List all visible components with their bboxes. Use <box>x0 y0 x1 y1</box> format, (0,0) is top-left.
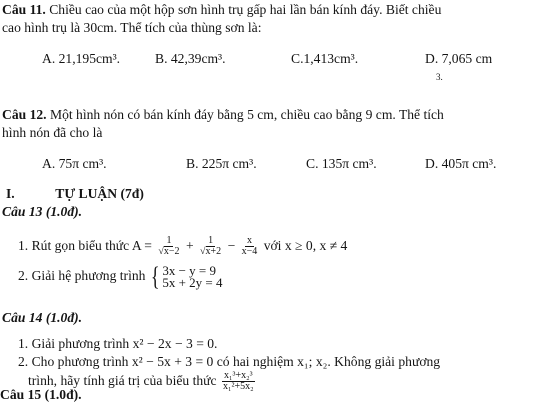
q13-f1-denominator: √x−2 <box>158 246 180 258</box>
q11-option-a: A. 21,195cm³. <box>42 51 121 66</box>
equation-system <box>149 261 223 291</box>
q11-option-b: B. 42,39cm³. <box>155 51 226 66</box>
section-heading <box>6 186 144 202</box>
q13-f1-numerator: 1 <box>166 235 172 247</box>
q14-expression-numerator: x₁³+x₂³ <box>223 370 253 382</box>
q13-item1-suffix: với x ≥ 0, x ≠ 4 <box>263 238 348 253</box>
q13-fraction-2 <box>198 236 223 257</box>
q14-expression-denominator: x₁²+5x₂ <box>222 381 254 393</box>
q14-item2-line1: 2. Cho phương trình x² − 5x + 3 = 0 có hai nghiệm x₁; x₂. Không giải phương <box>18 354 441 369</box>
q11-label: Câu 11. <box>2 2 46 17</box>
q11-text1: Chiều cao của một hộp sơn hình trụ gấp hai lần bán kính đáy. Biết chiều <box>49 2 442 17</box>
q11-option-d: D. 7,065 cm <box>425 51 493 66</box>
q13-fraction-1 <box>156 236 181 257</box>
q12-label: Câu 12. <box>2 107 47 122</box>
q14-label: Câu 14 (1.0đ). <box>2 310 83 325</box>
q14-item2-text: trình, hãy tính giá trị của biểu thức <box>28 373 217 388</box>
q11-option-c: C.1,413cm³. <box>291 51 359 66</box>
brace-icon: { <box>150 261 160 291</box>
q11-text2: cao hình trụ là 30cm. Thể tích của thùng sơn là: <box>2 20 262 35</box>
q13-f3-denominator: x−4 <box>241 246 258 258</box>
system-equation-1: 3x − y = 9 <box>162 262 217 278</box>
q13-f2-numerator: 1 <box>208 235 214 247</box>
section-number: I. <box>6 186 15 201</box>
q12-option-b: B. 225π cm³. <box>186 156 257 171</box>
q14-item1: 1. Giải phương trình x² − 2x − 3 = 0. <box>18 336 218 351</box>
q14-expression <box>221 371 256 392</box>
q12-text2: hình nón đã cho là <box>2 125 103 140</box>
q12-option-d: D. 405π cm³. <box>425 156 497 171</box>
cutoff-next-question: Câu 15 (1.0đ). <box>0 387 82 402</box>
q12-option-c: C. 135π cm³. <box>306 156 377 171</box>
q13-item1: 1. Rút gọn biểu thức A = $\frac{1}{√x-2}$ + $\frac{1}{√x+2}$ − $\frac{x}{x-4}$ với x ≥ 0, x ≠ 4 <box>18 235 348 258</box>
q13-f2-denominator: √x+2 <box>200 246 222 258</box>
q13-label: Câu 13 (1.0đ). <box>2 204 83 219</box>
q13-item2-prefix: 2. Giải hệ phương trình <box>18 268 146 283</box>
q13-f3-numerator: x <box>246 235 252 247</box>
q13-item2 <box>18 262 223 290</box>
system-equation-2: 5x + 2y = 4 <box>162 274 223 290</box>
q12-text1: Một hình nón có bán kính đáy bằng 5 cm, chiều cao bằng 9 cm. Thể tích <box>49 107 444 122</box>
q12-option-a: A. 75π cm³. <box>42 156 107 171</box>
q12-line1 <box>2 107 444 123</box>
q13-fraction-3 <box>240 236 260 257</box>
q13-item1-prefix: 1. Rút gọn biểu thức A = <box>18 238 152 253</box>
section-title: TỰ LUẬN (7đ) <box>55 186 144 201</box>
q11-line1 <box>2 2 441 18</box>
q11-stray-mark: 3. <box>436 72 443 82</box>
